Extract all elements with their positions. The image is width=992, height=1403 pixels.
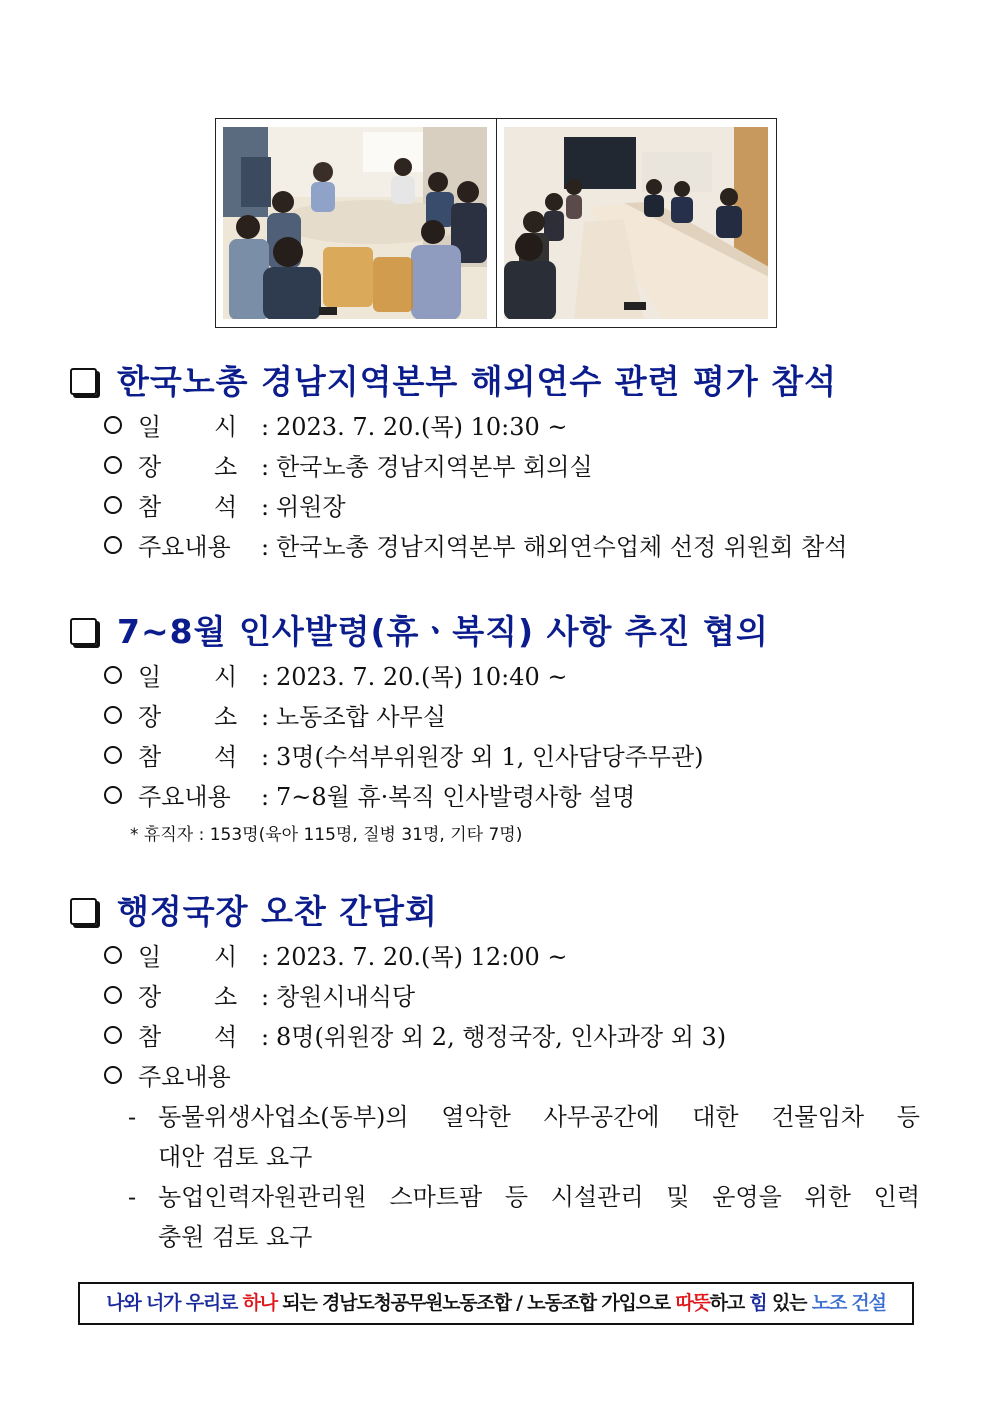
bullet-line: 충원 검토 요구 [158, 1223, 313, 1251]
row-value: 위원장 [276, 493, 346, 521]
row-value: 노동조합 사무실 [276, 703, 446, 731]
circle-bullet-icon [104, 786, 122, 804]
row-value: 3명(수석부위원장 외 1, 인사담당주무관) [276, 743, 704, 771]
meeting-photo-2 [504, 127, 769, 319]
circle-bullet-icon [104, 1066, 122, 1084]
row-value: 2023. 7. 20.(목) 10:30 ~ [276, 413, 568, 441]
meeting-photo-1-image [223, 127, 487, 319]
section-3-bullet-1 [128, 1097, 924, 1177]
row-key: 주요내용 [138, 783, 231, 811]
row-key: 장 [138, 983, 162, 1011]
section-3-row-place: 장 소 : 창원시내식당 [100, 981, 415, 1013]
slogan-part: 노조 건설 [811, 1292, 886, 1314]
photo-cell-1 [216, 119, 496, 327]
circle-bullet-icon [104, 1026, 122, 1044]
section-2-row-attendee: 참 석 : 3명(수석부위원장 외 1, 인사담당주무관) [100, 741, 704, 773]
row-value: 8명(위원장 외 2, 행정국장, 인사과장 외 3) [276, 1023, 727, 1051]
bullet-line: 대안 검토 요구 [158, 1143, 313, 1171]
section-2-row-place: 장 소 : 노동조합 사무실 [100, 701, 446, 733]
section-3-bullet-2 [128, 1177, 924, 1257]
row-value: 7~8월 휴·복직 인사발령사항 설명 [276, 783, 636, 811]
section-1-row-date: 일 시 : 2023. 7. 20.(목) 10:30 ~ [100, 411, 567, 443]
section-3-title-text: 행정국장 오찬 간담회 [117, 892, 438, 931]
circle-bullet-icon [104, 416, 122, 434]
circle-bullet-icon [104, 746, 122, 764]
circle-bullet-icon [104, 496, 122, 514]
row-key: 장 [138, 453, 162, 481]
bullet-line: 동물위생사업소(동부)의 열악한 사무공간에 대한 건물임차 등 [158, 1103, 920, 1131]
dash-bullet: - [128, 1103, 137, 1131]
row-value: 한국노총 경남지역본부 회의실 [276, 453, 593, 481]
section-3-title [70, 886, 438, 933]
slogan-part: 나와 너가 우리로 [106, 1292, 243, 1314]
section-3-row-content [100, 1061, 231, 1093]
row-key: 시 [214, 663, 238, 691]
row-value: 한국노총 경남지역본부 해외연수업체 선정 위원회 참석 [276, 533, 848, 561]
row-key: 참 [138, 493, 162, 521]
row-key: 소 [214, 983, 238, 1011]
checkbox-icon [70, 368, 97, 395]
section-3-row-attendee: 참 석 : 8명(위원장 외 2, 행정국장, 인사과장 외 3) [100, 1021, 726, 1053]
bullet-line: 농업인력자원관리원 스마트팜 등 시설관리 및 운영을 위한 인력 [158, 1183, 920, 1211]
row-key: 일 [138, 413, 162, 441]
checkbox-icon [70, 618, 97, 645]
photo-cell-2 [496, 119, 777, 327]
dash-bullet: - [128, 1183, 137, 1211]
section-1-row-content: 주요내용 : 한국노총 경남지역본부 해외연수업체 선정 위원회 참석 [100, 531, 847, 563]
circle-bullet-icon [104, 946, 122, 964]
row-key: 석 [214, 1023, 238, 1051]
slogan-part: 하고 [709, 1292, 750, 1314]
section-1-row-place: 장 소 : 한국노총 경남지역본부 회의실 [100, 451, 593, 483]
circle-bullet-icon [104, 706, 122, 724]
leave-note: * 휴직자 : 153명(육아 115명, 질병 31명, 기타 7명) [130, 825, 523, 845]
meeting-photo-2-image [504, 127, 769, 319]
meeting-photo-1 [223, 127, 488, 319]
section-3-row-date: 일 시 : 2023. 7. 20.(목) 12:00 ~ [100, 941, 567, 973]
row-key: 소 [214, 453, 238, 481]
row-key: 참 [138, 1023, 162, 1051]
slogan-part: 하나 [242, 1292, 277, 1314]
circle-bullet-icon [104, 666, 122, 684]
row-key: 주요내용 [138, 533, 231, 561]
row-key: 주요내용 [138, 1063, 231, 1091]
slogan-part: 되는 경남도청공무원노동조합 / 노동조합 가입으로 [276, 1292, 676, 1314]
slogan-part: 따뜻 [675, 1292, 710, 1314]
row-key: 일 [138, 663, 162, 691]
row-key: 시 [214, 413, 238, 441]
circle-bullet-icon [104, 456, 122, 474]
photo-frame [215, 118, 777, 328]
circle-bullet-icon [104, 536, 122, 554]
row-value: 창원시내식당 [276, 983, 416, 1011]
row-key: 참 [138, 743, 162, 771]
row-key: 시 [214, 943, 238, 971]
row-key: 소 [214, 703, 238, 731]
row-key: 석 [214, 743, 238, 771]
row-value: 2023. 7. 20.(목) 10:40 ~ [276, 663, 568, 691]
section-1-title [70, 356, 837, 403]
section-2-title-text: 7~8월 인사발령(휴ㆍ복직) 사항 추진 협의 [117, 612, 769, 651]
row-key: 장 [138, 703, 162, 731]
section-1-row-attendee: 참 석 : 위원장 [100, 491, 346, 523]
section-2-row-date: 일 시 : 2023. 7. 20.(목) 10:40 ~ [100, 661, 567, 693]
union-slogan-banner [78, 1282, 914, 1325]
row-key: 일 [138, 943, 162, 971]
slogan-part: 있는 [766, 1292, 812, 1314]
circle-bullet-icon [104, 986, 122, 1004]
section-2-title [70, 606, 769, 653]
slogan-part: 힘 [749, 1292, 767, 1314]
row-value: 2023. 7. 20.(목) 12:00 ~ [276, 943, 568, 971]
row-key: 석 [214, 493, 238, 521]
section-2-row-content: 주요내용 : 7~8월 휴·복직 인사발령사항 설명 [100, 781, 635, 813]
section-1-title-text: 한국노총 경남지역본부 해외연수 관련 평가 참석 [117, 362, 838, 401]
checkbox-icon [70, 898, 97, 925]
